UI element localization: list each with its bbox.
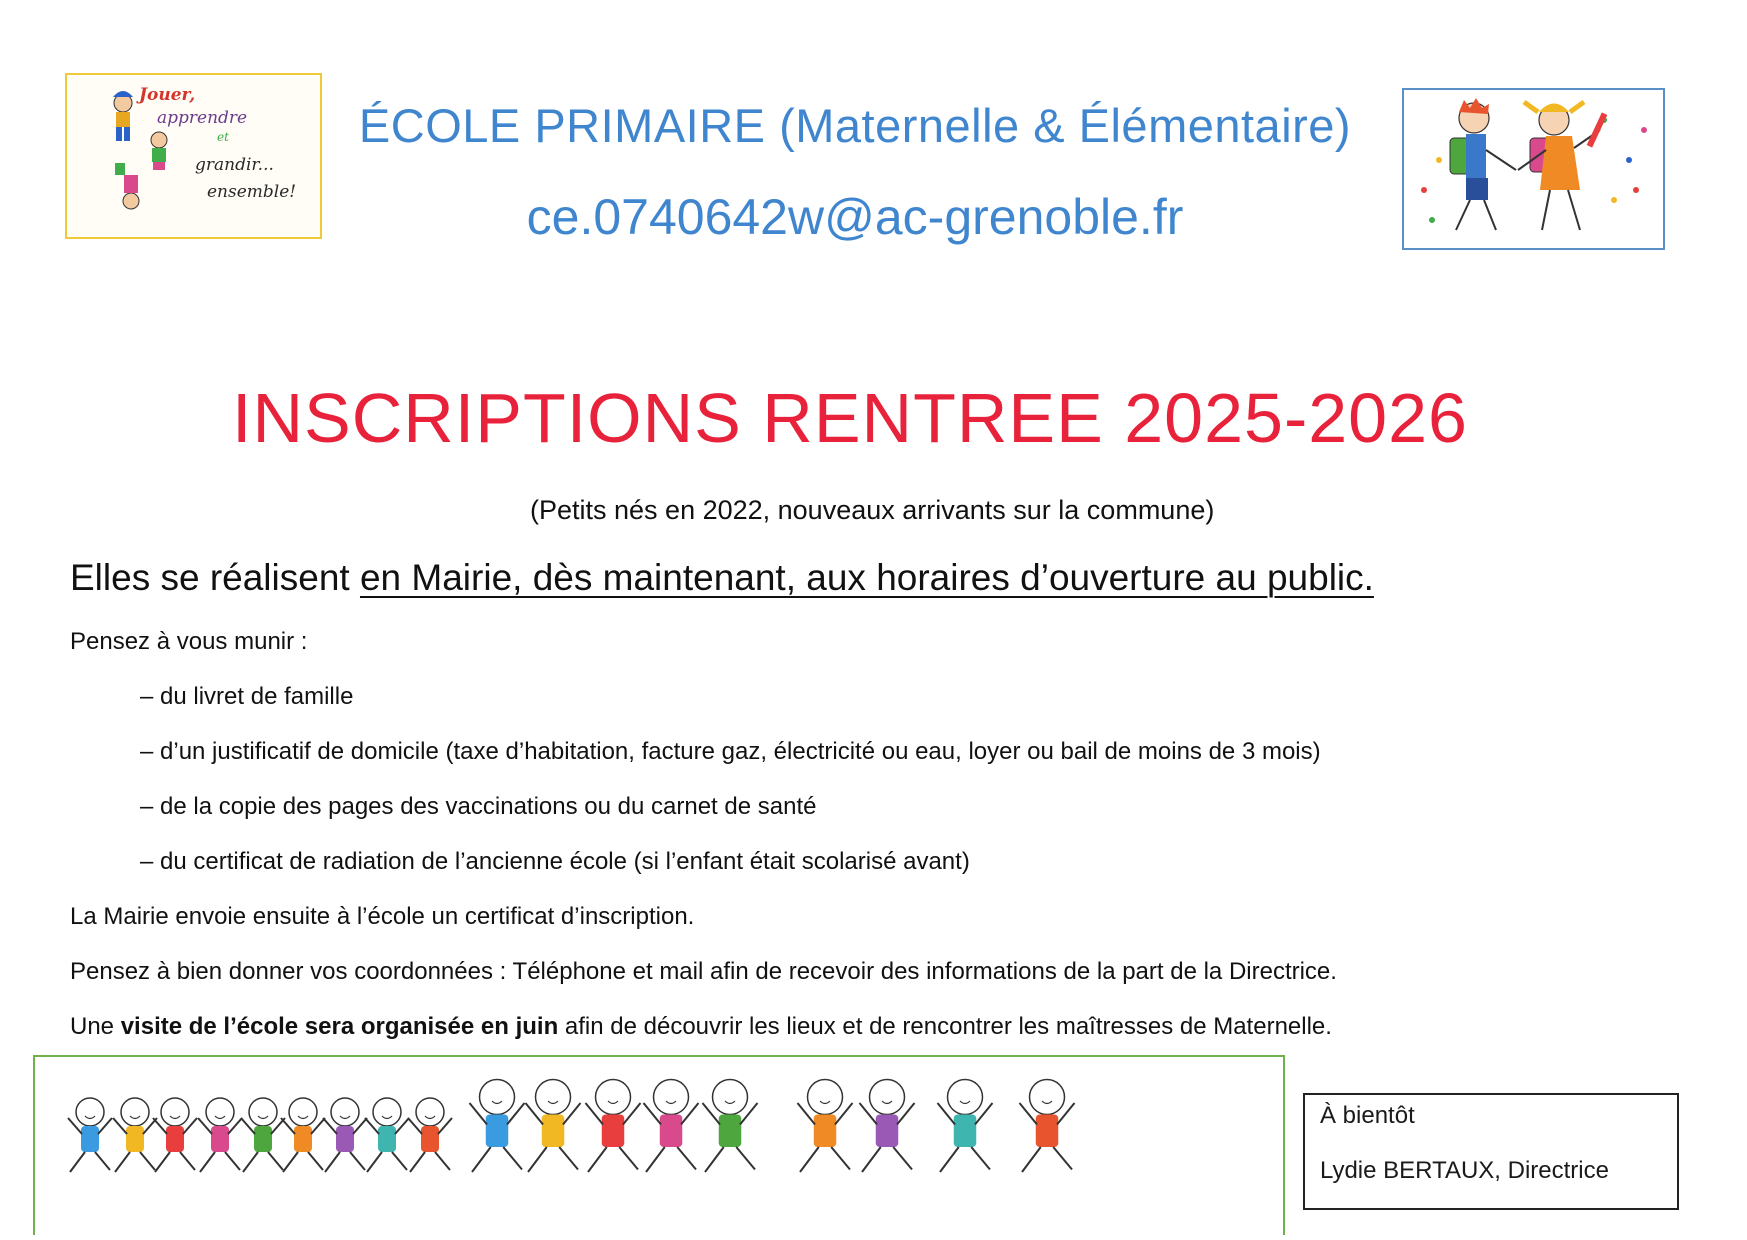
intro-text: Pensez à vous munir : xyxy=(70,628,308,655)
dancing-child xyxy=(113,1098,157,1172)
dancing-child xyxy=(241,1098,285,1172)
logo-text-line5: ensemble! xyxy=(207,182,297,202)
logo-text-line2: apprendre xyxy=(157,108,248,128)
logo-text-line1: Jouer, xyxy=(139,85,196,105)
dancing-child xyxy=(153,1098,197,1172)
school-name xyxy=(320,98,1390,153)
children-band xyxy=(33,1055,1285,1235)
dancing-child xyxy=(323,1098,367,1172)
dancing-child xyxy=(938,1080,993,1173)
dancing-child xyxy=(408,1098,452,1172)
list-item: – du livret de famille xyxy=(140,683,354,710)
lead-sentence xyxy=(70,557,1374,599)
contact-note: Pensez à bien donner vos coordonnées : Téléphone et mail afin de recevoir des informations de la part de la Directrice. xyxy=(70,958,1337,985)
dancing-child xyxy=(586,1080,641,1173)
list-item: – du certificat de radiation de l’ancienne école (si l’enfant était scolarisé avant) xyxy=(140,848,970,875)
school-email: ce.0740642w@ac-grenoble.fr xyxy=(526,189,1184,245)
school-name-main: ÉCOLE PRIMAIRE xyxy=(358,99,766,152)
signature-greeting: À bientôt xyxy=(1320,1102,1415,1129)
logo-text-line4: grandir... xyxy=(195,155,274,175)
dancing-child xyxy=(1020,1080,1075,1173)
lead-underlined: en Mairie, dès maintenant, aux horaires d’ouverture au public. xyxy=(359,557,1374,598)
logo-text-line3: et xyxy=(217,130,229,144)
mairie-note: La Mairie envoie ensuite à l’école un certificat d’inscription. xyxy=(70,903,695,930)
dancing-child xyxy=(798,1080,853,1173)
signature-name: Lydie BERTAUX, Directrice xyxy=(1320,1157,1609,1184)
visit-note-prefix: Une xyxy=(70,1013,121,1040)
dancing-child xyxy=(703,1080,758,1173)
visit-note xyxy=(70,1013,1332,1041)
dancing-child xyxy=(68,1098,112,1172)
visit-note-bold: visite de l’école sera organisée en juin xyxy=(120,1013,559,1040)
school-logo xyxy=(65,73,322,239)
dancing-child xyxy=(644,1080,699,1173)
dancing-child xyxy=(470,1080,525,1173)
page-title: INSCRIPTIONS RENTREE 2025-2026 xyxy=(232,379,1468,457)
list-item: – d’un justificatif de domicile (taxe d’habitation, facture gaz, électricité ou eau, loyer ou bail de moins de 3 mois) xyxy=(140,738,1321,765)
dancing-children-drawing xyxy=(35,1057,1283,1235)
dancing-child xyxy=(860,1080,915,1173)
lead-prefix: Elles se réalisent xyxy=(70,557,360,598)
list-item: – de la copie des pages des vaccinations ou du carnet de santé xyxy=(140,793,817,820)
subtitle: (Petits nés en 2022, nouveaux arrivants sur la commune) xyxy=(530,495,1215,525)
kids-illustration xyxy=(1402,88,1665,250)
walking-children-drawing xyxy=(1404,90,1663,248)
school-name-detail: (Maternelle & Élémentaire) xyxy=(779,99,1352,152)
dancing-child xyxy=(198,1098,242,1172)
dancing-child xyxy=(365,1098,409,1172)
dancing-child xyxy=(526,1080,581,1173)
visit-note-suffix: afin de découvrir les lieux et de rencontrer les maîtresses de Maternelle. xyxy=(558,1013,1332,1040)
dancing-child xyxy=(281,1098,325,1172)
